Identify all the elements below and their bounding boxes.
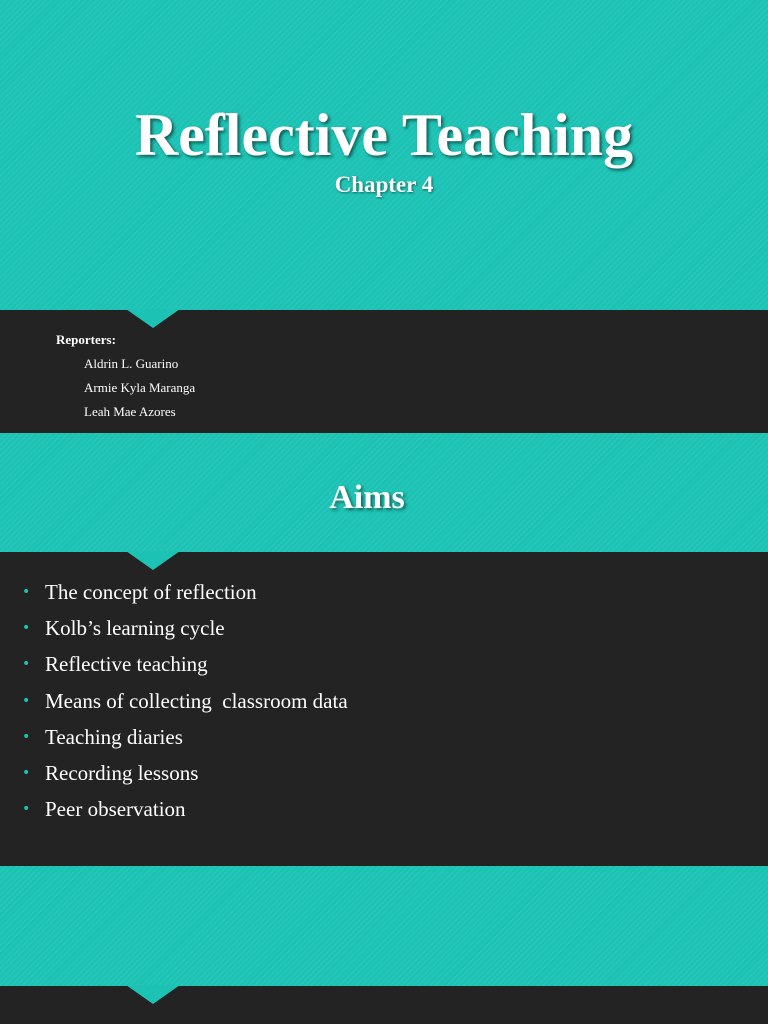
bullet-icon: • xyxy=(22,620,31,637)
reporter-name: Aldrin L. Guarino xyxy=(84,356,179,371)
reporter-name: Armie Kyla Maranga xyxy=(84,380,196,395)
slide-title: Reflective Teaching xyxy=(134,102,634,168)
slide2-notch xyxy=(126,551,180,570)
reporter-name: Leah Mae Azores xyxy=(84,404,176,419)
aims-item-text: Reflective teaching xyxy=(45,652,208,677)
slide3-title-band xyxy=(0,866,768,986)
bullet-icon: • xyxy=(22,801,31,818)
bullet-icon: • xyxy=(22,692,31,709)
slide1-notch xyxy=(126,309,180,328)
slide3-notch xyxy=(126,985,180,1004)
slide3-content-band xyxy=(0,986,768,1024)
bullet-icon: • xyxy=(22,728,31,745)
aims-item-text: Peer observation xyxy=(45,797,186,822)
aims-item-text: Means of collecting classroom data xyxy=(45,688,348,713)
aims-item-text: Kolb’s learning cycle xyxy=(45,616,225,641)
aims-item-text: The concept of reflection xyxy=(45,580,257,604)
bullet-icon: • xyxy=(22,656,31,673)
bullet-icon: • xyxy=(22,764,31,781)
aims-item-text: Recording lessons xyxy=(45,760,199,785)
aims-item-text: Teaching diaries xyxy=(45,724,183,749)
reporters-label: Reporters: xyxy=(56,332,116,347)
aims-title: Aims xyxy=(329,479,405,516)
bullet-icon: • xyxy=(22,584,31,600)
slide-subtitle: Chapter 4 xyxy=(334,172,434,197)
